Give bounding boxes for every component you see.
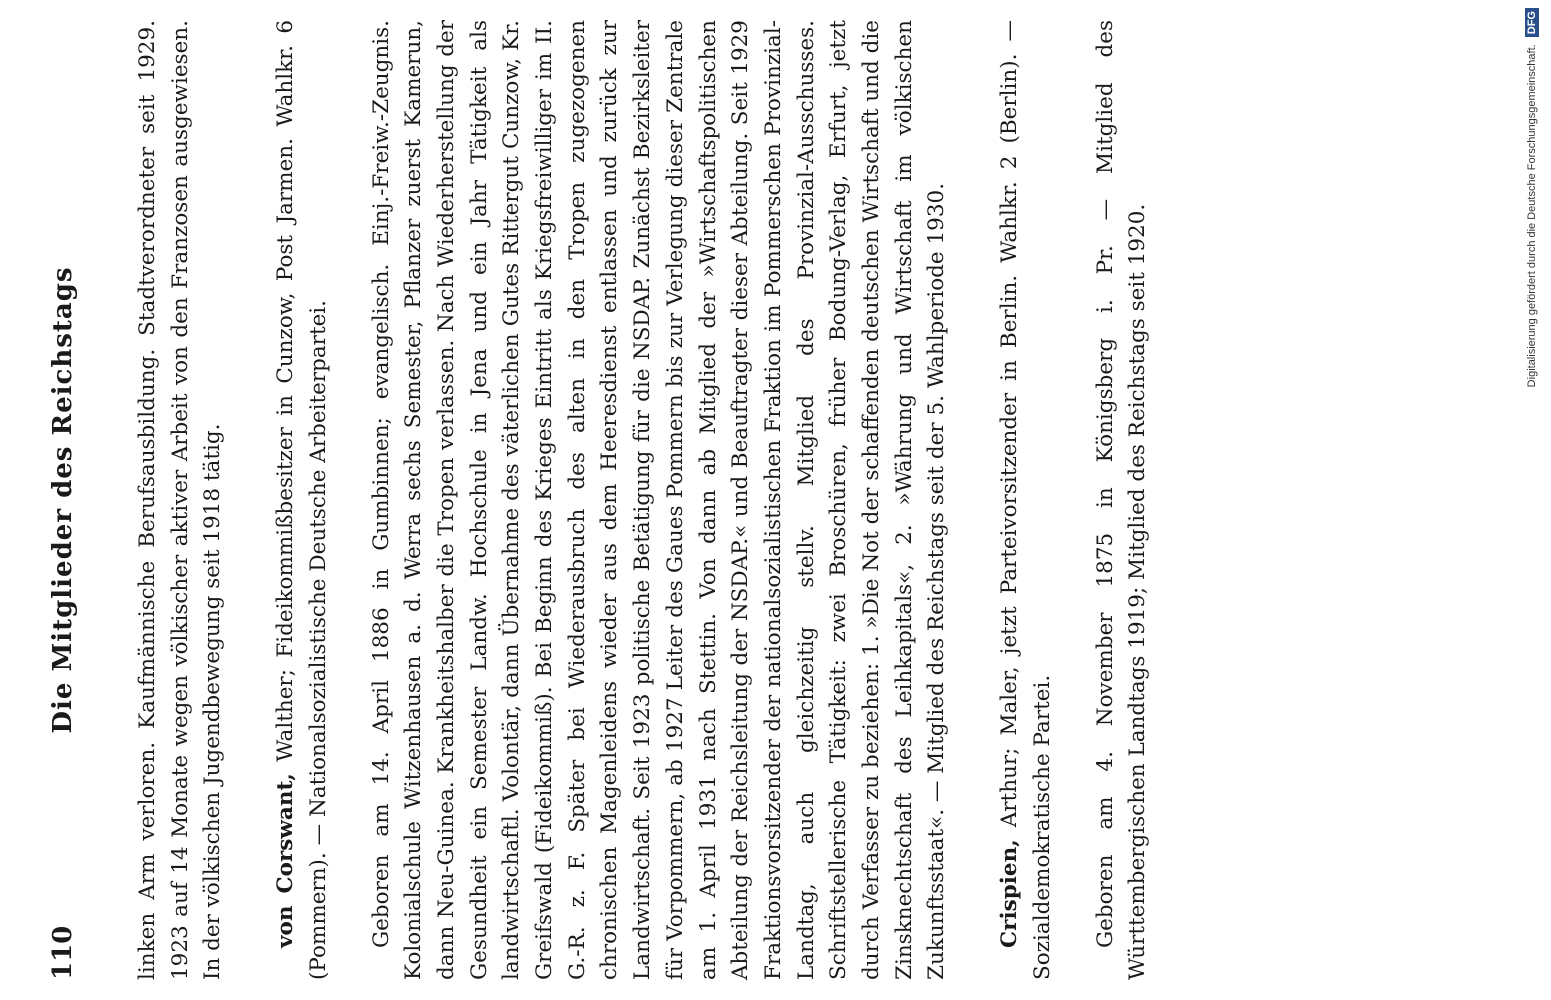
entry-paragraph: linken Arm verloren. Kaufmännische Berufsausbildung. Stadtverordneter seit 1929. 1923 auf 14 Monate wegen völkischer aktiver Arbeit von den Franzosen ausgewiesen. In der völkischen Jugendbewegung seit 1918 tätig. [135,20,226,980]
member-intro: Walther; Fideikommißbesitzer in Cunzow, Post Jarmen. Wahlkr. 6 (Pommern). — Nationalsozialistische Deutsche Arbeiterpartei. [273,20,331,980]
dfg-logo: DFG [1525,8,1539,37]
digitization-credit [1521,8,1543,993]
page-header [48,20,92,980]
entry-crispien [994,20,1155,980]
entry-paragraph: Geboren am 14. April 1886 in Gumbinnen; evangelisch. Einj.-Freiw.-Zeugnis. Kolonialschule Witzenhausen a. d. Werra sechs Semester, Pflanzer zuerst Kamerun, dann Neu-Guinea. Krankheitshalber die Tropen verlassen. Nach Wiederherstellung der Gesundheit ein Semester Landw. Hochschule in Jena und ein Jahr Tätigkeit als landwirtschaftl. Volontär, dann Übernahme des väterlichen Gutes Rittergut Cunzow, Kr. Greifswald (Fideikommiß). Bei Beginn des Krieges Eintritt als Kriegsfreiwilliger im II. G.-R. z. F. Später bei Wiederausbruch des alten in den Tropen zugezogenen chronischen Magenleidens wieder aus dem Heeresdienst entlassen und zurück zur Landwirtschaft. Seit 1923 politische Betätigung für die NSDAP. Zunächst Bezirksleiter für Vorpommern, ab 1927 Leiter des Gaues Pommern bis zur Verlegung dieser Zentrale am 1. April 1931 nach Stettin. Von dann ab Mitglied der »Wirtschaftspolitischen Abteilung der Reichsleitung der NSDAP.« und Beauftragter dieser Abteilung. Seit 1929 Fraktionsvorsitzender der nationalsozialistischen Fraktion im Pommerschen Provinzial-Landtag, auch gleichzeitig stellv. Mitglied des Provinzial-Ausschusses. Schriftstellerische Tätigkeit: zwei Broschüren, früher Bodung-Verlag, Erfurt, jetzt durch Verfasser zu beziehen: 1. »Die Not der schaffenden deutschen Wirtschaft und die Zinsknechtschaft des Leihkapitals«, 2. »Währung und Wirtschaft im völkischen Zukunftsstaat«. — Mitglied des Reichstags seit der 5. Wahlperiode 1930. [368,20,950,980]
entry-heading [994,20,1059,980]
credit-text: Digitalisierung gefördert durch die Deutsche Forschungsgemeinschaft. [1526,44,1538,388]
page-number: 110 [48,925,78,980]
member-intro: Arthur; Maler, jetzt Parteivorsitzender in Berlin. Wahlkr. 2 (Berlin). — Sozialdemokratische Partei. [997,20,1055,980]
member-name: Crispien, [997,839,1023,948]
entry-heading [270,20,335,980]
book-page [48,20,1488,980]
member-name: von Corswant, [273,773,299,948]
entry-continued [132,20,230,980]
entry-von-corswant [270,20,954,980]
entry-paragraph: Geboren am 4. November 1875 in Königsberg i. Pr. — Mitglied des Württembergischen Landtags 1919; Mitglied des Reichstags seit 1920. [1092,20,1151,980]
running-title: Die Mitglieder des Reichstags [48,266,78,734]
